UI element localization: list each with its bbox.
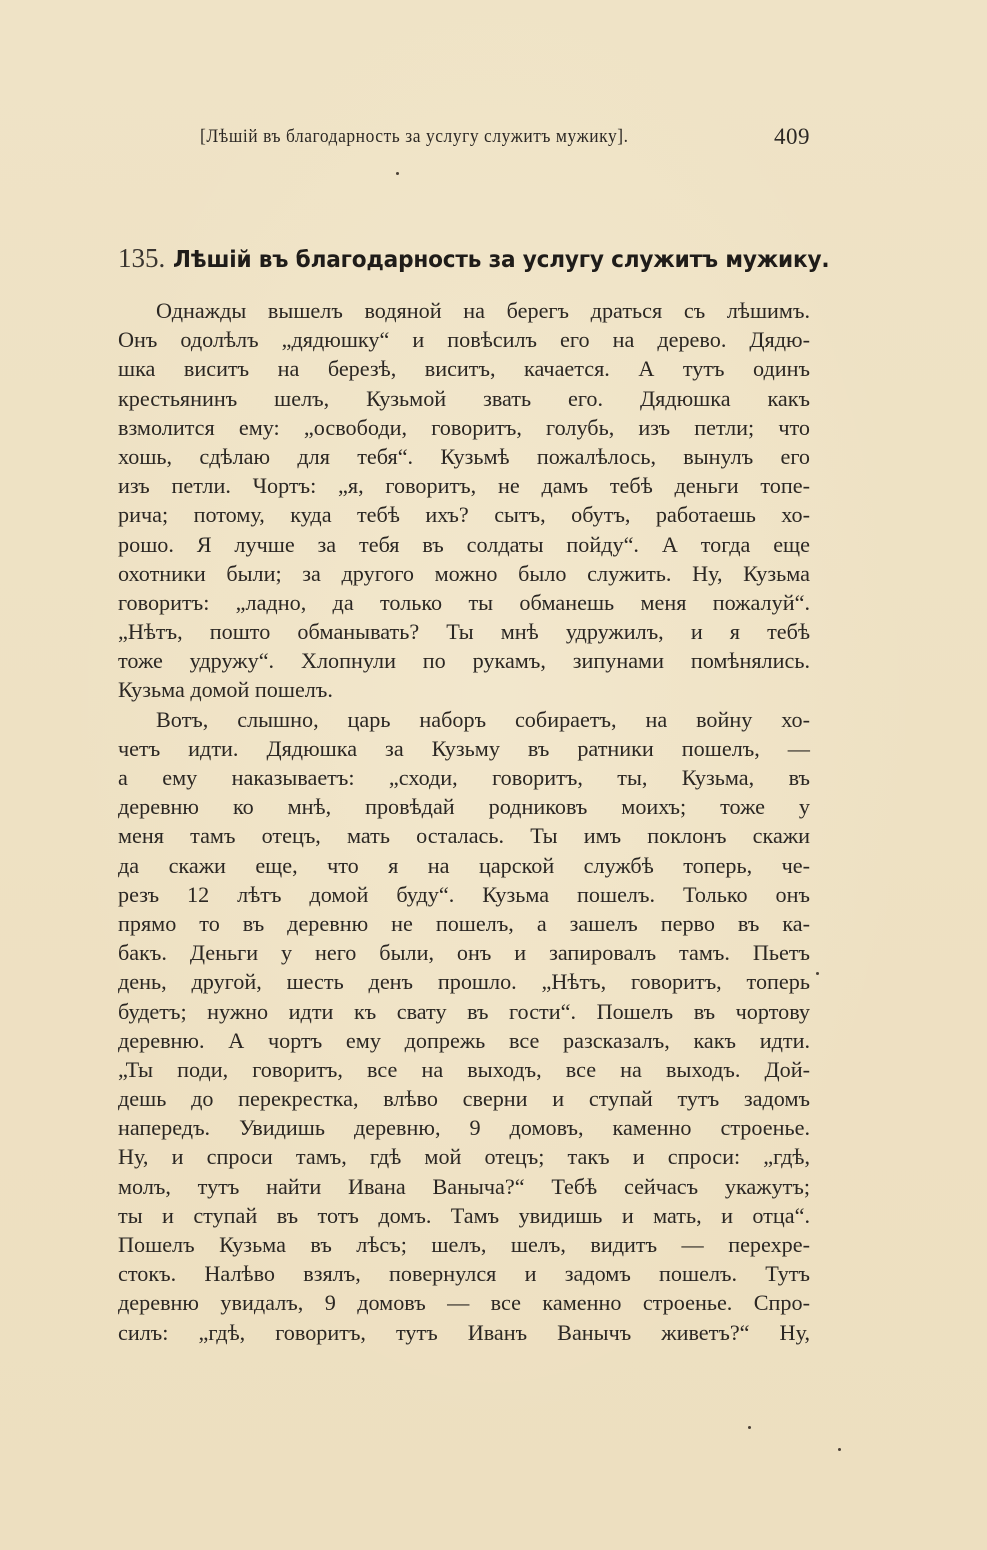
- text-line: силъ: „гдѣ, говоритъ, тутъ Иванъ Ванычъ живетъ?“ Ну,: [118, 1319, 810, 1345]
- text-line: прямо то въ деревню не пошелъ, а зашелъ перво въ ка-: [118, 910, 810, 936]
- running-title: [Лѣшій въ благодарность за услугу служитъ мужику].: [200, 126, 629, 147]
- text-line: изъ петли. Чортъ: „я, говоритъ, не дамъ тебѣ деньги топе-: [118, 473, 810, 499]
- ink-speck: [396, 172, 399, 175]
- text-line: шка виситъ на березѣ, виситъ, качается. А тутъ одинъ: [118, 356, 810, 382]
- text-line: рича; потому, куда тебѣ ихъ? сытъ, обутъ, работаешь хо-: [118, 502, 810, 528]
- text-line: бакъ. Деньги у него были, онъ и запировалъ тамъ. Пьетъ: [118, 940, 810, 966]
- text-line: а ему наказываетъ: „сходи, говоритъ, ты, Кузьма, въ: [118, 765, 810, 790]
- text-line: день, другой, шесть денъ прошло. „Нѣтъ, говоритъ, топерь: [118, 969, 810, 995]
- running-header: [118, 126, 810, 156]
- story-body: [118, 296, 810, 1347]
- text-line: ты и ступай въ тотъ домъ. Тамъ увидишь и мать, и отца“.: [118, 1202, 810, 1228]
- text-line: резъ 12 лѣтъ домой буду“. Кузьма пошелъ. Только онъ: [118, 881, 810, 907]
- text-line: крестьянинъ шелъ, Кузьмой звать его. Дядюшка какъ: [118, 385, 810, 411]
- text-line: Вотъ, слышно, царь наборъ собираетъ, на войну хо-: [156, 706, 810, 732]
- ink-speck: [838, 1448, 841, 1451]
- text-line: молъ, тутъ найти Ивана Ваныча?“ Тебѣ сейчасъ укажутъ;: [118, 1173, 810, 1199]
- text-line: Онъ одолѣлъ „дядюшку“ и повѣсилъ его на дерево. Дядю-: [118, 327, 810, 353]
- text-line: говоритъ: „ладно, да только ты обманешь меня пожалуй“.: [118, 589, 810, 615]
- text-line: деревню ко мнѣ, провѣдай родниковъ моихъ; тоже у: [118, 794, 810, 820]
- page-number: 409: [774, 124, 810, 149]
- text-line: Пошелъ Кузьма въ лѣсъ; шелъ, шелъ, видитъ — перехре-: [118, 1232, 810, 1257]
- text-line: тоже удружу“. Хлопнули по рукамъ, зипунами помѣнялись.: [118, 648, 810, 674]
- text-line: деревню увидалъ, 9 домовъ — все каменно строенье. Спро-: [118, 1290, 810, 1316]
- text-line: будетъ; нужно идти къ свату въ гости“. Пошелъ въ чортову: [118, 998, 810, 1024]
- text-line: взмолится ему: „освободи, говоритъ, голубь, изъ петли; что: [118, 414, 810, 440]
- text-line: Ну, и спроси тамъ, гдѣ мой отецъ; такъ и спроси: „гдѣ,: [118, 1144, 810, 1170]
- story-title: Лѣшій въ благодарность за услугу служитъ мужику.: [173, 247, 830, 273]
- text-line: „Нѣтъ, пошто обманывать? Ты мнѣ удружилъ, и я тебѣ: [118, 619, 810, 645]
- text-line: да скажи еще, что я на царской службѣ топерь, че-: [118, 852, 810, 878]
- story-heading: [118, 238, 830, 280]
- text-line: меня тамъ отецъ, мать осталась. Ты имъ поклонъ скажи: [118, 823, 810, 849]
- text-line: „Ты поди, говоритъ, все на выходъ, все на выходъ. Дой-: [118, 1056, 810, 1082]
- text-line: четъ идти. Дядюшка за Кузьму въ ратники пошелъ, —: [118, 735, 810, 761]
- text-line: дешь до перекрестка, влѣво сверни и ступай тутъ задомъ: [118, 1086, 810, 1112]
- story-number: 135.: [118, 243, 166, 273]
- text-line: деревню. А чортъ ему допрежь все разсказалъ, какъ идти.: [118, 1027, 810, 1053]
- ink-speck: [816, 972, 819, 975]
- text-line: напередъ. Увидишь деревню, 9 домовъ, каменно строенье.: [118, 1115, 810, 1141]
- text-line: Однажды вышелъ водяной на берегъ драться съ лѣшимъ.: [156, 298, 810, 323]
- text-line: Кузьма домой пошелъ.: [118, 677, 333, 703]
- paragraph-2: [118, 705, 810, 1347]
- text-line: хошь, сдѣлаю для тебя“. Кузьмѣ пожалѣлось, вынулъ его: [118, 443, 810, 469]
- text-line: стокъ. Налѣво взялъ, повернулся и задомъ пошелъ. Тутъ: [118, 1261, 810, 1287]
- text-line: рошо. Я лучше за тебя въ солдаты пойду“. А тогда еще: [118, 531, 810, 557]
- ink-speck: [748, 1426, 751, 1429]
- paragraph-1: [118, 296, 810, 705]
- text-line: охотники были; за другого можно было служить. Ну, Кузьма: [118, 560, 810, 586]
